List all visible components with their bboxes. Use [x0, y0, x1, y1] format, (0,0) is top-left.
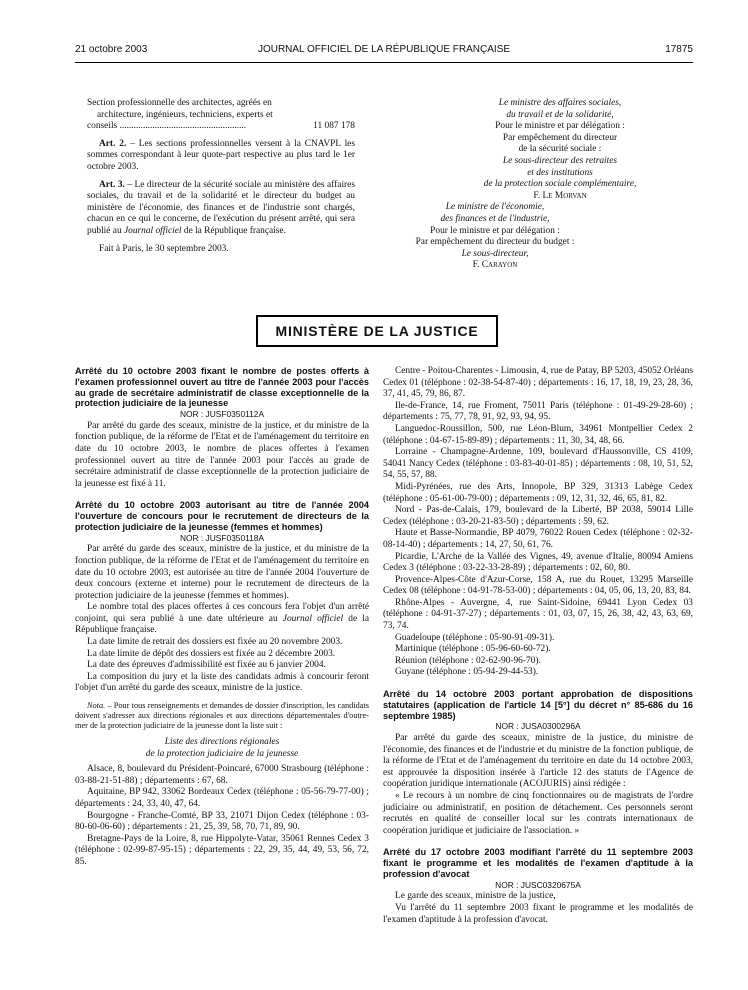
list-item: Bretagne-Pays de la Loire, 8, rue Hippolyte-Vatar, 35061 Rennes Cedex 3 (téléphone : 02-99-87-95-15) ; départements : 22, 29, 35, 44, 49, 53, 56, 72, 85. [75, 833, 369, 867]
list-item: Midi-Pyrénées, rue des Arts, Innopole, BP 329, 31313 Labège Cedex (téléphone : 05-61-00-79-00) ; départements : 09, 12, 31, 32, 46, 65, 81, 82. [383, 481, 693, 504]
list-item: Picardie, L'Arche de la Vallée des Vignes, 49, avenue d'Italie, 80094 Amiens Cedex 3 (téléphone : 03-22-33-28-89) ; départements : 02, 60, 80. [383, 551, 693, 574]
arrete-2-title: Arrêté du 10 octobre 2003 autorisant au titre de l'année 2004 l'ouverture de concours pour le recrutement de directeurs de la protection judiciaire de la jeunesse (femmes et hommes) [75, 500, 369, 532]
header-date: 21 octobre 2003 [75, 44, 148, 55]
signatures-block [380, 98, 690, 272]
arrete-2-paragraph-5: La date des épreuves d'admissibilité est fixée au 6 janvier 2004. [87, 660, 326, 671]
signature-economie: Le ministre de l'économie, des finances et de l'industrie, Pour le ministre et par délégation : Par empêchement du directeur du budget : Le sous-directeur, F. Carayon [415, 202, 575, 271]
arrete-4-title: Arrêté du 17 octobre 2003 modifiant l'arrêté du 11 septembre 2003 fixant le programme et les modalités de l'examen d'aptitude à la profession d'avocat [383, 847, 693, 879]
arrete-2-paragraph-4: La date limite de dépôt des dossiers est fixée au 2 décembre 2003. [87, 648, 336, 659]
arrete-4-nor: NOR : JUSC0320675A [495, 879, 581, 890]
arrete-1-paragraph: Par arrêté du garde des sceaux, ministre de la justice, et du ministre de la fonction publique, de la réforme de l'Etat et de l'aménagement du territoire en date du 10 octobre 2003, le nombre de places offertes à l'examen professionnel ouvert au titre de l'année 2003 pour l'accès au grade de secrétaire administratif de classe exceptionnelle de la protection judiciaire de la jeunesse est fixé à 11. [75, 420, 369, 489]
list-item: Martinique (téléphone : 05-96-60-60-72). [395, 644, 551, 655]
signature-affaires-sociales: Le ministre des affaires sociales, du travail et de la solidarité, Pour le ministre et par délégation : Par empêchement du directeur de la sécurité sociale : Le sous-directeur des retraites et des institutions de la protection sociale complémentaire, F. Le Morvan [483, 98, 637, 201]
list-item: Aquitaine, BP 942, 33062 Bordeaux Cedex (téléphone : 05-56-79-77-00) ; départements : 24, 33, 40, 47, 64. [75, 787, 369, 810]
list-title-1: Liste des directions régionales [164, 737, 280, 748]
arrete-2-paragraph-1: Par arrêté du garde des sceaux, ministre de la justice, et du ministre de la fonction publique, de la réforme de l'Etat et de l'aménagement du territoire en date du 10 octobre 2003, est autorisée au titre de l'année 2004 l'ouverture de deux concours (externe et interne) pour le recrutement de directeurs de la protection judiciaire de la jeunesse (femmes et hommes). [75, 544, 369, 601]
arrete-2-nor: NOR : JUSF0350118A [179, 532, 265, 543]
header-rule [75, 62, 693, 63]
section-line: Section professionnelle des architectes, agréés en architecture, ingénieurs, techniciens, experts et [87, 98, 273, 120]
list-item: Rhône-Alpes - Auvergne, 4, rue Saint-Sidoine, 69441 Lyon Cedex 03 (téléphone : 04-91-37-27) ; départements : 01, 03, 07, 15, 26, 38, 42, 43, 63, 69, 73, 74. [383, 597, 693, 632]
article-3: Art. 3. – Le directeur de la sécurité sociale au ministère des affaires sociales, du travail et de la solidarité et le directeur du budget au ministère de l'économie, des finances et de l'industrie sont chargés, chacun en ce qui le concerne, de l'exécution du présent arrêté, qui sera publié au Journal officiel de la République française. [87, 179, 355, 236]
arrete-3-paragraph-1: Par arrêté du garde des sceaux, ministre de la justice, du ministre de l'économie, des finances et de l'industrie et du ministre de la fonction publique, de la réforme de l'Etat et de l'aménagement du territoire en date du 14 octobre 2003, est approuvée la disposition insérée à l'article 12 des statuts de l'Agence de coopération juridique internationale (ACOJURIS) ainsi rédigée : [383, 733, 693, 790]
page-header [75, 44, 693, 58]
section-amount: 11 087 178 [313, 121, 355, 132]
arrete-3-title: Arrêté du 14 octobre 2003 portant approbation de dispositions statutaires (application de l'article 14 [5°] du décret n° 85-686 du 16 septembre 1985) [383, 689, 693, 721]
right-column [383, 366, 693, 926]
section-line-amount: conseils ...................................................... 11 087 178 [87, 121, 355, 132]
list-item: Alsace, 8, boulevard du Président-Poincaré, 67000 Strasbourg (téléphone : 03-88-21-51-88) ; départements : 67, 68. [75, 764, 369, 786]
list-item: Nord - Pas-de-Calais, 179, boulevard de la Liberté, BP 2038, 59014 Lille Cedex (téléphone : 03-20-21-83-50) ; départements : 59, 62. [383, 505, 693, 527]
list-item: Haute et Basse-Normandie, BP 4079, 76022 Rouen Cedex (téléphone : 02-32-08-14-40) ; départements : 14, 27, 50, 61, 76. [383, 528, 693, 550]
list-item: Ile-de-France, 14, rue Froment, 75011 Paris (téléphone : 01-49-29-28-60) ; départements : 75, 77, 78, 91, 92, 93, 94, 95. [383, 400, 693, 423]
list-item: Réunion (téléphone : 02-62-90-96-70). [395, 655, 541, 666]
header-page-number: 17875 [665, 44, 693, 55]
list-item: Languedoc-Roussillon, 500, rue Léon-Blum, 34961 Montpellier Cedex 2 (téléphone : 04-67-15-89-89) ; départements : 11, 30, 34, 48, 66. [383, 423, 693, 446]
list-item: Lorraine - Champagne-Ardenne, 109, boulevard d'Haussonville, CS 4109, 54041 Nancy Cedex (téléphone : 03-83-40-01-85) ; départements : 08, 10, 51, 52, 54, 55, 57, 88. [383, 447, 693, 481]
header-journal-title: JOURNAL OFFICIEL DE LA RÉPUBLIQUE FRANÇAISE [257, 44, 511, 55]
arrete-2-paragraph-3: La date limite de retrait des dossiers est fixée au 20 novembre 2003. [87, 637, 343, 648]
arrete-3-nor: NOR : JUSA0300296A [495, 721, 581, 732]
fait-a-paris: Fait à Paris, le 30 septembre 2003. [99, 243, 229, 254]
arrete-2-paragraph-2: Le nombre total des places offertes à ces concours fera l'objet d'un arrêté conjoint, qui sera publié à une date ultérieure au Journal officiel de la République française. [75, 602, 369, 636]
list-item: Guyane (téléphone : 05-94-29-44-53). [395, 667, 539, 678]
arrete-3-paragraph-2: « Le recours à un nombre de cinq fonctionnaires ou de magistrats de l'ordre judiciaire ou administratif, en position de détachement. Ces personnels seront recrutés en qualité de conseiller local sur les contrats internationaux de coopération juridique et judiciaire de l'association. » [383, 790, 693, 836]
ministry-banner: MINISTÈRE DE LA JUSTICE [256, 315, 498, 347]
top-left-column [87, 98, 355, 255]
list-item: Bourgogne - Franche-Comté, BP 33, 21071 Dijon Cedex (téléphone : 03-80-60-06-60) ; départements : 21, 25, 39, 58, 70, 71, 89, 90. [75, 810, 369, 833]
arrete-1-title: Arrêté du 10 octobre 2003 fixant le nombre de postes offerts à l'examen professionnel ouvert au titre de l'année 2003 pour l'accès au grade de secrétaire administratif de classe exceptionnelle de la protection judiciaire de la jeunesse [75, 366, 369, 409]
arrete-4-paragraph-2: Vu l'arrêté du 11 septembre 2003 fixant le programme et les modalités de l'examen d'aptitude à la profession d'avocat. [383, 902, 693, 925]
arrete-2-paragraph-6: La composition du jury et la liste des candidats admis à concourir feront l'objet d'un arrêté du garde des sceaux, ministre de la justice. [75, 671, 369, 694]
list-title-2: de la protection judiciaire de la jeunesse [145, 748, 299, 759]
arrete-4-paragraph-1: Le garde des sceaux, ministre de la justice, [395, 891, 556, 902]
list-item: Centre - Poitou-Charentes - Limousin, 4, rue de Patay, BP 5203, 45052 Orléans Cedex 01 (téléphone : 02-38-54-87-40) ; départements : 16, 17, 18, 19, 23, 28, 36, 37, 41, 45, 79, 86, 87. [383, 366, 693, 400]
list-item: Provence-Alpes-Côte d'Azur-Corse, 158 A, rue du Rouet, 13295 Marseille Cedex 08 (téléphone : 04-91-78-53-00) ; départements : 04, 05, 06, 13, 20, 83, 84. [383, 574, 693, 597]
article-2: Art. 2. – Les sections professionnelles versent à la CNAVPL les sommes correspondant à leur quote-part respective au plus tard le 1er octobre 2003. [87, 138, 355, 172]
arrete-1-nor: NOR : JUSF0350112A [179, 409, 265, 420]
left-column [75, 366, 369, 869]
nota: Nota. – Pour tous renseignements et demandes de dossier d'inscription, les candidats doivent s'adresser aux directions régionales et aux directions départementales d'outre-mer de la protection judiciaire de la jeunesse dont la liste suit : [75, 701, 369, 731]
list-item: Guadeloupe (téléphone : 05-90-91-09-31). [395, 632, 555, 643]
